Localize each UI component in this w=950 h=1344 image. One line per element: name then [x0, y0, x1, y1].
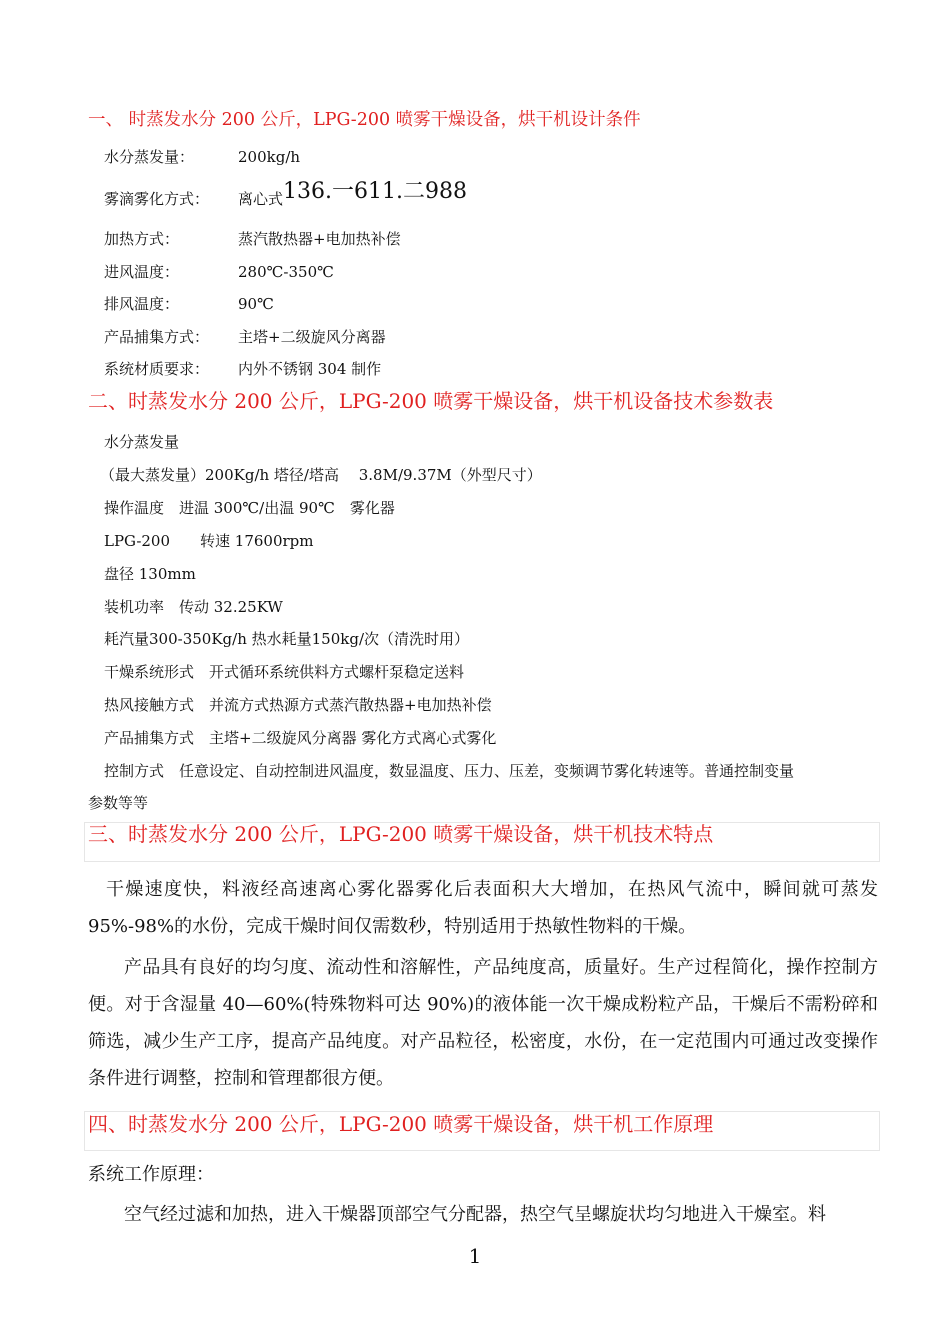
principle-subtitle: 系统工作原理：	[88, 1164, 214, 1185]
principle-paragraph-1: 空气经过滤和加热，进入干燥器顶部空气分配器，热空气呈螺旋状均匀地进入干燥室。料	[124, 1204, 826, 1225]
design-extra-number: 136.一611.二988	[283, 179, 467, 204]
param-line: LPG-200 转速 17600rpm	[104, 532, 314, 550]
design-row-outlet-temp	[104, 293, 274, 314]
param-line: 热风接触方式 并流方式热源方式蒸汽散热器+电加热补偿	[104, 696, 492, 714]
section-2-title: 二、时蒸发水分 200 公斤，LPG-200 喷雾干燥设备，烘干机设备技术参数表	[88, 389, 774, 413]
design-label: 雾滴雾化方式：	[104, 190, 210, 208]
design-label: 加热方式：	[104, 230, 180, 248]
design-row-inlet-temp	[104, 261, 334, 282]
param-line: 耗汽量300-350Kg/h 热水耗量150kg/次（清洗时用）	[104, 630, 469, 648]
features-paragraph-1: 干燥速度快，料液经高速离心雾化器雾化后表面积大大增加，在热风气流中，瞬间就可蒸发 95%-98%的水份，完成干燥时间仅需数秒，特别适用于热敏性物料的干燥。	[88, 879, 878, 937]
section-3-title: 三、时蒸发水分 200 公斤，LPG-200 喷雾干燥设备，烘干机技术特点	[88, 822, 714, 846]
design-row-atomization	[104, 180, 467, 211]
param-line-continuation: 参数等等	[88, 794, 149, 812]
design-row-material	[104, 358, 381, 379]
design-row-heating	[104, 228, 401, 249]
design-value: 90℃	[238, 295, 274, 313]
section-1-title: 一、 时蒸发水分 200 公斤，LPG-200 喷雾干燥设备，烘干机设计条件	[88, 110, 641, 130]
param-line: 装机功率 传动 32.25KW	[104, 598, 283, 616]
design-label: 系统材质要求：	[104, 360, 210, 378]
design-value: 主塔+二级旋风分离器	[238, 328, 386, 346]
design-value: 280℃-350℃	[238, 263, 334, 281]
param-line: 水分蒸发量	[104, 433, 180, 451]
design-label: 水分蒸发量：	[104, 148, 195, 166]
param-line: （最大蒸发量）200Kg/h 塔径/塔高 3.8M/9.37M（外型尺寸）	[100, 466, 542, 484]
design-value: 蒸汽散热器+电加热补偿	[238, 230, 401, 248]
design-label: 进风温度：	[104, 263, 180, 281]
design-value: 200kg/h	[238, 148, 301, 166]
param-line: 盘径 130mm	[104, 565, 196, 583]
param-line: 操作温度 进温 300℃/出温 90℃ 雾化器	[104, 499, 395, 517]
page-number: 1	[468, 1244, 482, 1268]
param-line: 产品捕集方式 主塔+二级旋风分离器 雾化方式离心式雾化	[104, 729, 497, 747]
features-paragraph-2: 产品具有良好的均匀度、流动性和溶解性，产品纯度高，质量好。生产过程简化，操作控制方便。对于含湿量 40—60%(特殊物料可达 90%)的液体能一次干燥成粉粒产品，干燥后不需粉碎和筛选，减少生产工序，提高产品纯度。对产品粒径，松密度，水份，在一定范围内可通过改变操作条件进行调整，控制和管理都很方便。	[88, 957, 878, 1089]
design-value: 内外不锈钢 304 制作	[238, 360, 382, 378]
param-line: 控制方式 任意设定、自动控制进风温度，数显温度、压力、压差，变频调节雾化转速等。普通控制变量	[104, 762, 795, 780]
design-label: 产品捕集方式：	[104, 328, 210, 346]
param-line: 干燥系统形式 开式循环系统供料方式螺杆泵稳定送料	[104, 663, 465, 681]
design-value: 离心式	[238, 190, 284, 208]
design-row-evaporation	[104, 146, 300, 167]
design-row-collection	[104, 326, 386, 347]
design-label: 排风温度：	[104, 295, 180, 313]
section-4-title: 四、时蒸发水分 200 公斤，LPG-200 喷雾干燥设备，烘干机工作原理	[88, 1112, 714, 1136]
